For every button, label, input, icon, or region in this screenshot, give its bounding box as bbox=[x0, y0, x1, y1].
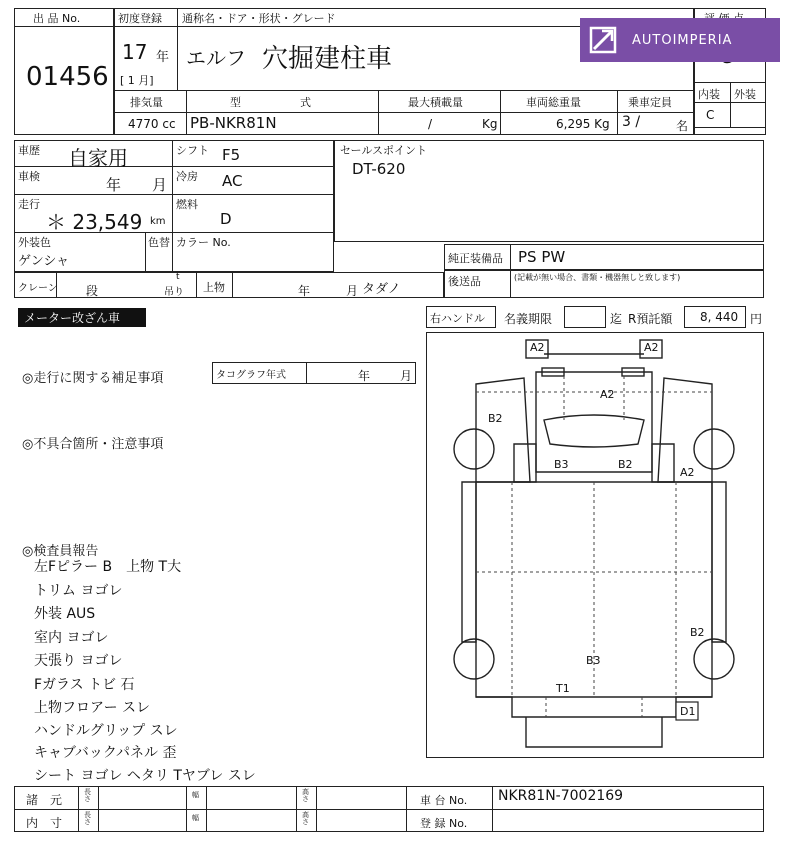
capacity-label: 乗車定員 bbox=[628, 96, 672, 109]
length-label: 長さ bbox=[84, 811, 91, 826]
inspection-month: 月 bbox=[152, 176, 168, 194]
deadline-label: 名義期限 bbox=[504, 312, 553, 326]
damage-label: A2 bbox=[680, 466, 695, 479]
inspector-line: シート ヨゴレ ヘタリ Tヤブレ スレ bbox=[34, 768, 256, 784]
height-label: 高さ bbox=[302, 788, 309, 803]
model-name: エルフ bbox=[186, 46, 246, 70]
damage-label: D1 bbox=[680, 705, 696, 718]
ac-value: AC bbox=[222, 172, 243, 190]
mileage-label: 走行 bbox=[18, 198, 40, 211]
history-label: 車歴 bbox=[18, 144, 40, 157]
max-load-value: / bbox=[428, 117, 433, 131]
inspection-label: 車検 bbox=[18, 170, 40, 183]
tacho-year: 年 bbox=[358, 369, 371, 383]
truck-diagram bbox=[426, 332, 764, 758]
naisun-label: 内 寸 bbox=[26, 816, 63, 830]
crane-tsuri: 吊り bbox=[164, 287, 184, 298]
type-label-1: 型 bbox=[230, 96, 241, 109]
damage-label: A2 bbox=[600, 388, 615, 401]
upper-label: 上物 bbox=[203, 281, 225, 294]
width-label: 幅 bbox=[192, 791, 199, 799]
name-label: 通称名・ドア・形状・グレード bbox=[182, 12, 336, 25]
type-label-2: 式 bbox=[300, 96, 311, 109]
shift-label: シフト bbox=[176, 144, 209, 157]
chassis-no: NKR81N-7002169 bbox=[498, 788, 624, 804]
inspector-line: 左Fピラー B 上物 T大 bbox=[34, 559, 182, 575]
damage-label: B2 bbox=[618, 458, 633, 471]
height-label: 高さ bbox=[302, 811, 309, 826]
delivery-note: (記載が無い場合、書類・機器無しと致します) bbox=[514, 273, 681, 282]
recycle-label: R預託額 bbox=[628, 312, 673, 326]
equipment-label: 純正装備品 bbox=[448, 252, 503, 265]
inspector-line: トリム ヨゴレ bbox=[34, 583, 123, 599]
color-change-label: 色替 bbox=[148, 236, 170, 249]
inspection-year: 年 bbox=[106, 176, 122, 194]
delivery-label: 後送品 bbox=[448, 275, 481, 288]
ac-label: 冷房 bbox=[176, 170, 198, 183]
autoimperia-logo bbox=[580, 18, 780, 62]
inspector-line: キャブバックパネル 歪 bbox=[34, 745, 177, 761]
inspector-label: ◎検査員報告 bbox=[22, 544, 99, 559]
crane-t: t bbox=[176, 272, 180, 282]
history-value: 自家用 bbox=[68, 146, 128, 170]
handle-value: 右ハンドル bbox=[430, 312, 485, 325]
damage-label: B2 bbox=[690, 626, 705, 639]
lot-number: 01456 bbox=[26, 62, 109, 92]
displacement-label: 排気量 bbox=[130, 96, 163, 109]
recycle-value: 8, 440 bbox=[700, 310, 739, 324]
crane-label: クレーン bbox=[18, 283, 58, 294]
length-label: 長さ bbox=[84, 788, 91, 803]
inspector-line: 外装 AUS bbox=[34, 606, 96, 622]
inspector-line: 室内 ヨゴレ bbox=[34, 630, 109, 646]
max-load-unit: Kg bbox=[482, 117, 498, 131]
sales-label: セールスポイント bbox=[340, 144, 428, 157]
color-value: ゲンシャ bbox=[18, 254, 70, 269]
reg-no-label: 登 録 No. bbox=[420, 817, 468, 830]
inspector-line: 天張り ヨゴレ bbox=[34, 653, 123, 669]
crane-dan: 段 bbox=[86, 284, 99, 298]
gross-weight-label: 車両総重量 bbox=[526, 96, 581, 109]
sales-point: DT-620 bbox=[352, 160, 406, 178]
lot-label: 出 品 No. bbox=[33, 12, 81, 25]
chassis-label: 車 台 No. bbox=[420, 794, 468, 807]
meter-tampered-tag: メーター改ざん車 bbox=[18, 308, 146, 327]
travel-label: ◎走行に関する補足事項 bbox=[22, 371, 164, 386]
gross-weight-value: 6,295 Kg bbox=[556, 117, 610, 131]
model-code: PB-NKR81N bbox=[190, 114, 277, 132]
mileage-unit: km bbox=[150, 216, 166, 227]
fuel-label: 燃料 bbox=[176, 198, 198, 211]
equipment-value: PS PW bbox=[518, 248, 566, 266]
upper-note: タダノ bbox=[362, 282, 401, 297]
shoen-label: 諸 元 bbox=[26, 793, 63, 807]
upper-year: 年 bbox=[298, 284, 311, 298]
reg-year: 17 bbox=[122, 40, 148, 64]
color-no-label: カラー No. bbox=[176, 236, 231, 249]
body-type: 穴掘建柱車 bbox=[262, 44, 393, 74]
inspector-line: ハンドルグリップ スレ bbox=[34, 723, 178, 739]
interior-grade: C bbox=[706, 108, 715, 122]
exterior-label: 外装 bbox=[734, 88, 756, 101]
upper-month: 月 bbox=[346, 284, 359, 298]
max-load-label: 最大積載量 bbox=[408, 96, 463, 109]
damage-label: A2 bbox=[530, 341, 545, 354]
damage-label: B3 bbox=[586, 654, 601, 667]
inspector-line: 上物フロアー スレ bbox=[34, 700, 151, 716]
damage-label: A2 bbox=[644, 341, 659, 354]
capacity-value: 3 / bbox=[622, 114, 641, 130]
reg-month: [ 1 月] bbox=[120, 74, 154, 87]
color-label: 外装色 bbox=[18, 236, 51, 249]
damage-label: B3 bbox=[554, 458, 569, 471]
reg-year-unit: 年 bbox=[156, 50, 170, 65]
fuel-value: D bbox=[220, 210, 232, 228]
deadline-field bbox=[564, 306, 606, 328]
tacho-label: タコグラフ年式 bbox=[216, 370, 286, 381]
defect-label: ◎不具合箇所・注意事項 bbox=[22, 437, 164, 452]
until-label: 迄 bbox=[610, 312, 623, 326]
recycle-unit: 円 bbox=[750, 312, 763, 326]
width-label: 幅 bbox=[192, 814, 199, 822]
reg-label: 初度登録 bbox=[118, 12, 162, 25]
tacho-month: 月 bbox=[400, 369, 413, 383]
shift-value: F5 bbox=[222, 146, 241, 164]
interior-label: 内装 bbox=[698, 88, 720, 101]
inspector-line: Fガラス トビ 石 bbox=[34, 677, 135, 693]
displacement-value: 4770 cc bbox=[128, 117, 176, 131]
logo-text: AUTOIMPERIA bbox=[632, 32, 733, 48]
autoimperia-logo-icon bbox=[588, 25, 618, 55]
mileage-value: ＊ 23,549 bbox=[46, 210, 143, 234]
capacity-unit: 名 bbox=[676, 119, 689, 133]
damage-label: B2 bbox=[488, 412, 503, 425]
damage-label: T1 bbox=[556, 682, 570, 695]
